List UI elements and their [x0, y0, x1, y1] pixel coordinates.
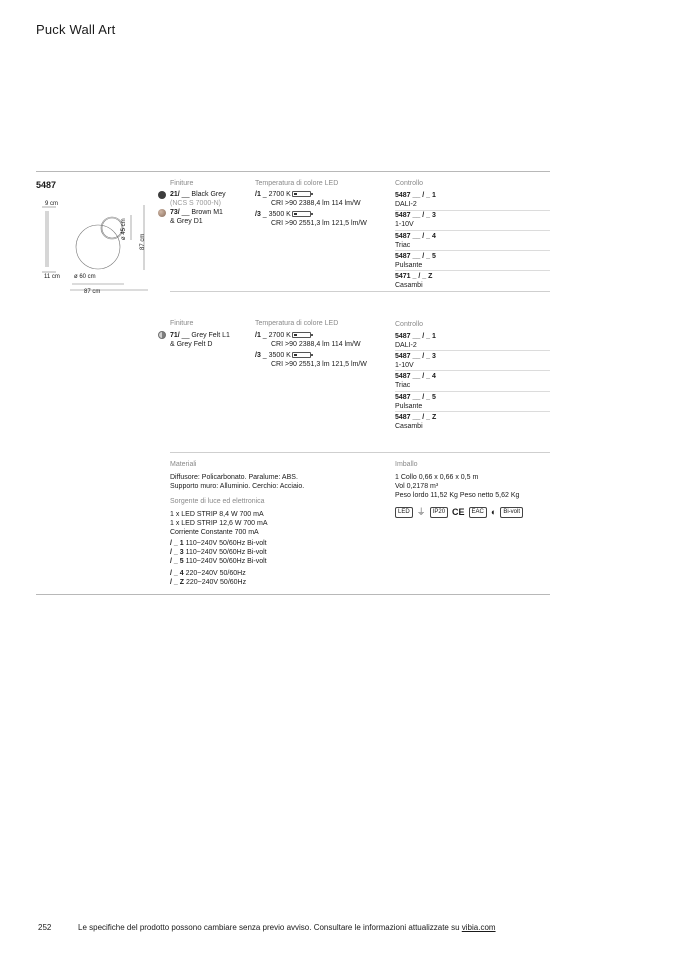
dim-small-diameter: ø 45 cm — [121, 218, 127, 240]
row-divider — [395, 250, 550, 251]
driver-item: / _ 5 110~240V 50/60Hz Bi-volt — [170, 558, 267, 565]
row-divider — [395, 350, 550, 351]
control-item: 5471 _ / _ Z Casambi — [395, 273, 433, 289]
dim-thickness: 9 cm — [45, 201, 59, 207]
color-temp-heading: Temperatura di colore LED — [255, 320, 339, 327]
row-divider — [395, 230, 550, 231]
section-divider — [170, 291, 550, 292]
temp-spec: CRI >90 2388,4 lm 114 lm/W — [271, 341, 361, 348]
led-badge: LED — [395, 507, 413, 518]
finish-note: (NCS S 7000-N) — [170, 200, 221, 207]
temp-spec: CRI >90 2388,4 lm 114 lm/W — [271, 200, 361, 207]
driver-item: / _ Z 220~240V 50/60Hz — [170, 579, 247, 586]
model-number: 5487 — [36, 180, 57, 190]
finishes-heading: Finiture — [170, 320, 194, 327]
materials-heading: Materiali — [170, 461, 197, 468]
bivolt-badge: Bi-volt — [500, 507, 523, 518]
control-item: 5487 __ / _ 3 1-10V — [395, 212, 436, 228]
control-item: 5487 __ / _ 5 Pulsante — [395, 394, 436, 410]
driver-item: / _ 4 220~240V 50/60Hz — [170, 570, 246, 577]
ip-badge: IP20 — [430, 507, 448, 518]
control-item: 5487 __ / _ 5 Pulsante — [395, 253, 436, 269]
control-item: 5487 __ / _ 4 Triac — [395, 373, 436, 389]
color-temp-heading: Temperatura di colore LED — [255, 180, 339, 187]
page-title: Puck Wall Art — [36, 22, 116, 37]
light-source-heading: Sorgente di luce ed elettronica — [170, 498, 265, 505]
battery-icon — [292, 191, 311, 197]
swatch-brown-grey — [158, 209, 166, 217]
control-item: 5487 __ / _ 1 DALI-2 — [395, 192, 436, 208]
section-divider — [36, 171, 550, 172]
battery-icon — [292, 352, 311, 358]
ce-mark-icon: CE — [452, 507, 465, 517]
product-drawing — [36, 195, 156, 300]
website-link[interactable]: vibia.com — [461, 923, 496, 932]
temp-spec: CRI >90 2551,3 lm 121,5 lm/W — [271, 361, 367, 368]
row-divider — [395, 411, 550, 412]
dimmable-icon: ◐ — [490, 507, 497, 517]
control-item: 5487 __ / _ 1 DALI-2 — [395, 333, 436, 349]
footer-disclaimer: Le specifiche del prodotto possono cambiare senza previo avviso. Consultare le informazioni attualizzate su vibia.com — [78, 923, 496, 932]
section-divider — [170, 452, 550, 453]
packaging-line: Vol 0,2178 m³ — [395, 483, 439, 490]
light-source-line: 1 x LED STRIP 8,4 W 700 mA — [170, 511, 264, 518]
control-heading: Controllo — [395, 180, 424, 187]
packaging-line: Peso lordo 11,52 Kg Peso netto 5,62 Kg — [395, 492, 520, 499]
battery-icon — [292, 211, 311, 217]
dim-height: 87 cm — [140, 233, 146, 250]
control-heading: Controllo — [395, 321, 424, 328]
control-item: 5487 __ / _ 3 1-10V — [395, 353, 436, 369]
temp-item: /3 _ 3500 K — [255, 210, 311, 219]
section-divider — [36, 594, 550, 595]
row-divider — [395, 391, 550, 392]
finishes-heading: Finiture — [170, 180, 194, 187]
temp-item: /3 _ 3500 K — [255, 351, 311, 360]
battery-icon — [292, 332, 311, 338]
row-divider — [395, 370, 550, 371]
dim-width: 87 cm — [84, 289, 101, 295]
finish-item: 71/ __ Grey Felt L1 — [170, 332, 230, 339]
materials-line: Diffusore: Policarbonato. Paralume: ABS. — [170, 474, 298, 481]
swatch-black-grey — [158, 191, 166, 199]
finish-item: 73/ __ Brown M1 — [170, 209, 223, 216]
dim-depth: 11 cm — [44, 274, 60, 280]
certification-badges — [395, 507, 523, 518]
packaging-heading: Imballo — [395, 461, 418, 468]
control-item: 5487 __ / _ Z Casambi — [395, 414, 437, 430]
packaging-line: 1 Collo 0,66 x 0,66 x 0,5 m — [395, 474, 479, 481]
temp-spec: CRI >90 2551,3 lm 121,5 lm/W — [271, 220, 367, 227]
control-item: 5487 __ / _ 4 Triac — [395, 233, 436, 249]
page-number: 252 — [38, 923, 52, 932]
temp-item: /1 _ 2700 K — [255, 190, 311, 199]
ground-symbol-icon: ⏚ — [416, 507, 426, 517]
materials-line: Supporto muro: Alluminio. Cerchio: Acciaio. — [170, 483, 305, 490]
light-source-line: 1 x LED STRIP 12,6 W 700 mA — [170, 520, 268, 527]
light-source-line: Corriente Constante 700 mA — [170, 529, 259, 536]
finish-item-line2: & Grey D1 — [170, 218, 203, 225]
temp-item: /1 _ 2700 K — [255, 331, 311, 340]
finish-item: 21/ __ Black Grey — [170, 191, 226, 198]
row-divider — [395, 270, 550, 271]
eac-badge: EAC — [469, 507, 487, 518]
finish-item-line2: & Grey Felt D — [170, 341, 213, 348]
driver-item: / _ 1 110~240V 50/60Hz Bi-volt — [170, 540, 267, 547]
swatch-grey-felt — [158, 331, 166, 339]
driver-item: / _ 3 110~240V 50/60Hz Bi-volt — [170, 549, 267, 556]
dim-large-diameter: ø 60 cm — [74, 274, 96, 280]
